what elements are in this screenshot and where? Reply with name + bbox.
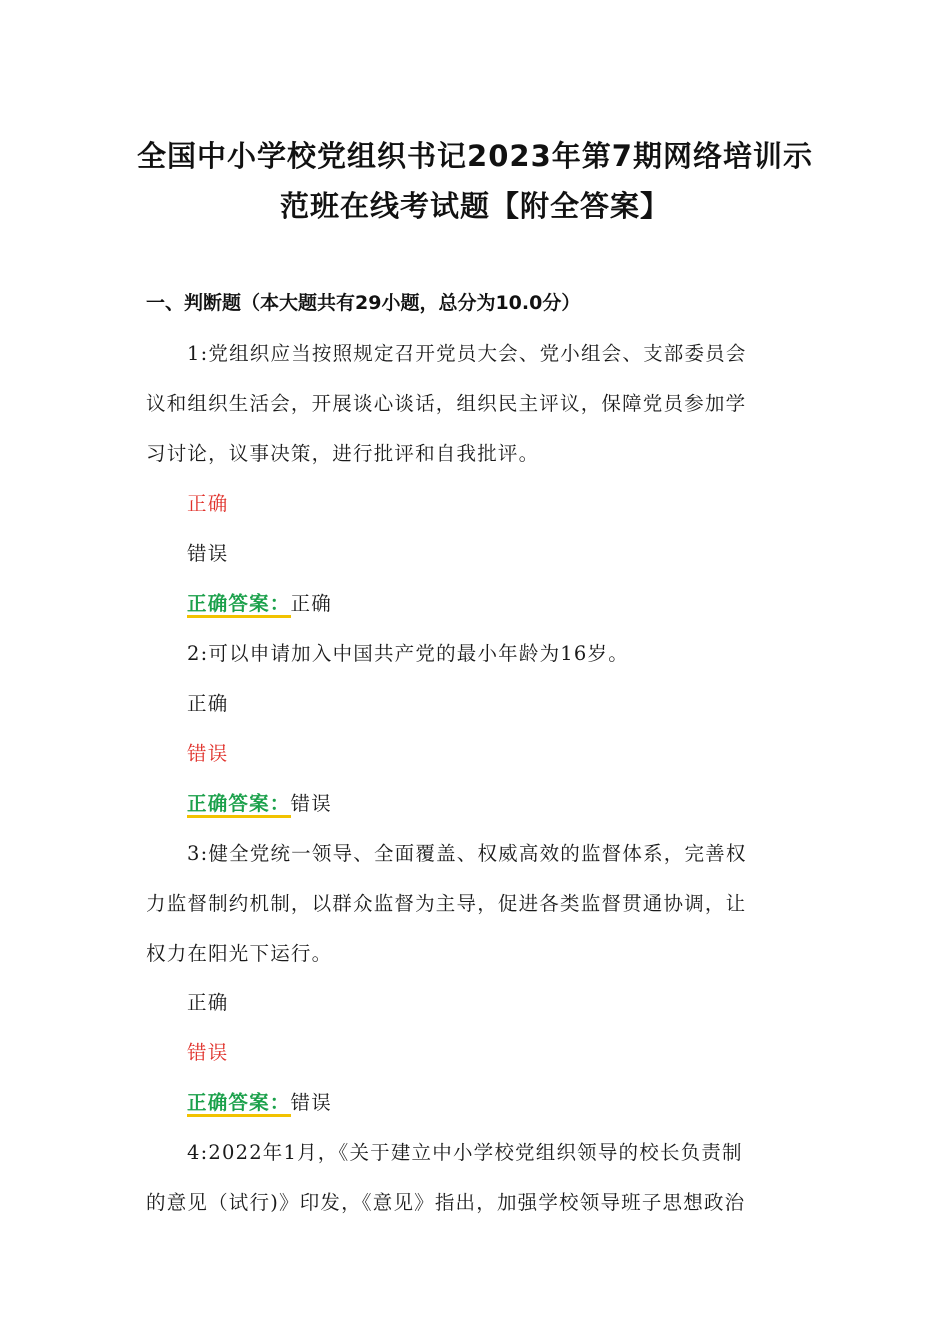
question-3-line-2: 力监督制约机制，以群众监督为主导，促进各类监督贯通协调，让 <box>146 892 747 915</box>
answer-label: 正确答案： <box>187 592 291 618</box>
answer-value: 错误 <box>290 1091 332 1114</box>
answer-value: 正确 <box>290 592 332 615</box>
answer-label: 正确答案： <box>187 792 291 818</box>
question-3-line-1: 3:健全党统一领导、全面覆盖、权威高效的监督体系，完善权 <box>187 842 747 865</box>
question-1-line-3: 习讨论，议事决策，进行批评和自我批评。 <box>146 442 540 465</box>
question-3-option-wrong: 错误 <box>187 1041 229 1064</box>
question-3-line-3: 权力在阳光下运行。 <box>146 942 333 965</box>
question-1-answer <box>187 588 332 616</box>
question-4-line-1: 4:2022年1月，《关于建立中小学校党组织领导的校长负责制 <box>187 1141 743 1164</box>
question-2-option-wrong: 错误 <box>187 742 229 765</box>
question-1-line-2: 议和组织生活会，开展谈心谈话，组织民主评议，保障党员参加学 <box>146 392 747 415</box>
document-title-line-2: 范班在线考试题【附全答案】 <box>279 189 670 223</box>
answer-value: 错误 <box>290 792 332 815</box>
question-2-line-1: 2:可以申请加入中国共产党的最小年龄为16岁。 <box>187 642 629 665</box>
document-title-line-1: 全国中小学校党组织书记2023年第7期网络培训示 <box>137 139 813 173</box>
question-2-answer <box>187 788 332 816</box>
answer-label: 正确答案： <box>187 1091 291 1117</box>
question-3-option-correct: 正确 <box>187 991 229 1014</box>
question-2-option-correct: 正确 <box>187 692 229 715</box>
question-1-option-correct: 正确 <box>187 492 229 515</box>
question-1-option-wrong: 错误 <box>187 542 229 565</box>
question-3-answer <box>187 1087 332 1115</box>
question-4-line-2: 的意见（试行)》印发，《意见》指出，加强学校领导班子思想政治 <box>146 1191 746 1214</box>
question-1-line-1: 1:党组织应当按照规定召开党员大会、党小组会、支部委员会 <box>187 342 747 365</box>
section-heading: 一、判断题（本大题共有29小题，总分为10.0分） <box>146 292 581 314</box>
